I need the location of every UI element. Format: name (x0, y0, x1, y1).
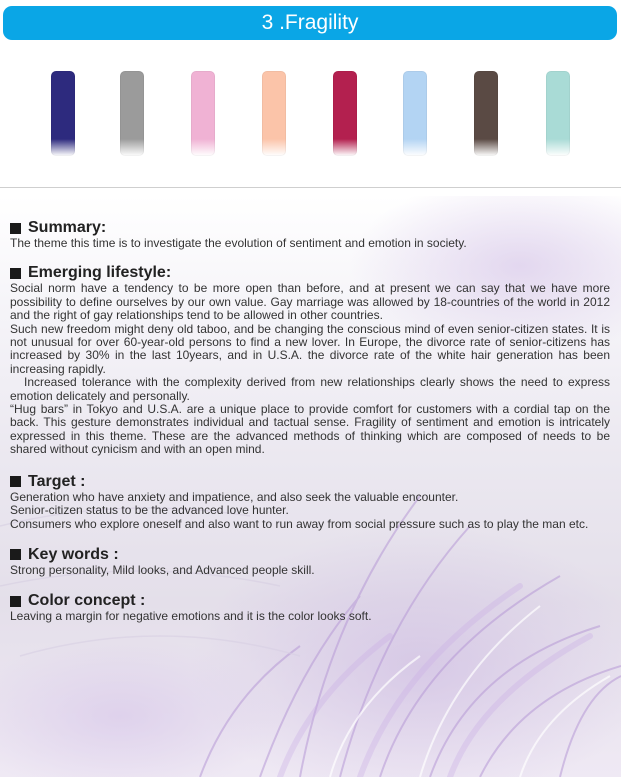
color-swatch-gray (120, 71, 144, 156)
lifestyle-paragraph-3: Increased tolerance with the complexity derived from new relationships clearly shows the need to express emotion delicately and personally. (10, 375, 610, 403)
color-swatch-pink (191, 71, 215, 156)
color-swatch-peach (262, 71, 286, 156)
color-swatch-brown (474, 71, 498, 156)
keywords-text: Strong personality, Mild looks, and Advanced people skill. (10, 562, 315, 577)
color-concept-heading (10, 592, 610, 610)
color-swatch-light-blue (403, 71, 427, 156)
color-concept-heading-label: Color concept : (28, 592, 146, 610)
content-body (10, 216, 610, 624)
target-heading-label: Target : (28, 472, 86, 490)
target-section (10, 473, 610, 531)
keywords-heading (10, 546, 610, 564)
target-line-3: Consumers who explore oneself and also want to run away from social pressure such as to play the man etc. (10, 516, 589, 531)
square-bullet-icon (10, 596, 21, 607)
divider-line (0, 187, 621, 188)
lifestyle-paragraph-1: Social norm have a tendency to be more open than before, and at present we can say that we have more possibility to define ourselves by our own value. Gay marriage was allowed by 18-countries of the world in 2012 and the right of gay relationships tend to be allowed in other countries. (10, 281, 610, 323)
color-concept-text: Leaving a margin for negative emotions and it is the color looks soft. (10, 609, 372, 624)
summary-heading (10, 219, 610, 237)
lifestyle-paragraph-4: “Hug bars” in Tokyo and U.S.A. are a unique place to provide comfort for customers with a cordial tap on the back. This gesture demonstrates individual and tactual sense. Fragility of sentiment and emotion is intricately expressed in this theme. These are the advanced methods of thinking which are composed of needs to be shared without cynicism and with an open mind. (10, 402, 610, 457)
color-swatch-crimson (333, 71, 357, 156)
summary-heading-label: Summary: (28, 219, 107, 236)
keywords-heading-label: Key words : (28, 545, 119, 563)
color-concept-section (10, 592, 610, 623)
summary-section (10, 219, 610, 250)
target-heading (10, 473, 610, 491)
lifestyle-section (10, 264, 610, 456)
target-line-1: Generation who have anxiety and impatience, and also seek the valuable encounter. (10, 489, 459, 504)
summary-text: The theme this time is to investigate the evolution of sentiment and emotion in society. (10, 236, 467, 250)
color-swatch-navy (51, 71, 75, 156)
square-bullet-icon (10, 476, 21, 487)
target-line-2: Senior-citizen status to be the advanced love hunter. (10, 503, 289, 518)
square-bullet-icon (10, 223, 21, 234)
lifestyle-heading-label: Emerging lifestyle: (28, 264, 172, 282)
keywords-section (10, 546, 610, 577)
lifestyle-heading (10, 264, 610, 282)
square-bullet-icon (10, 549, 21, 560)
color-swatch-row (0, 0, 621, 190)
color-swatch-mint (546, 71, 570, 156)
square-bullet-icon (10, 268, 21, 279)
page-title: 3 .Fragility (261, 11, 359, 34)
lifestyle-paragraph-2: Such new freedom might deny old taboo, and be changing the conscious mind of even senior-citizen states. It is not unusual for over 60-year-old persons to find a new lover. In Europe, the divorce rate of senior-citizens has increased by 30% in the last 10years, and in U.S.A. the divorce rate of the white hair generation has been increasing rapidly. (10, 321, 610, 376)
